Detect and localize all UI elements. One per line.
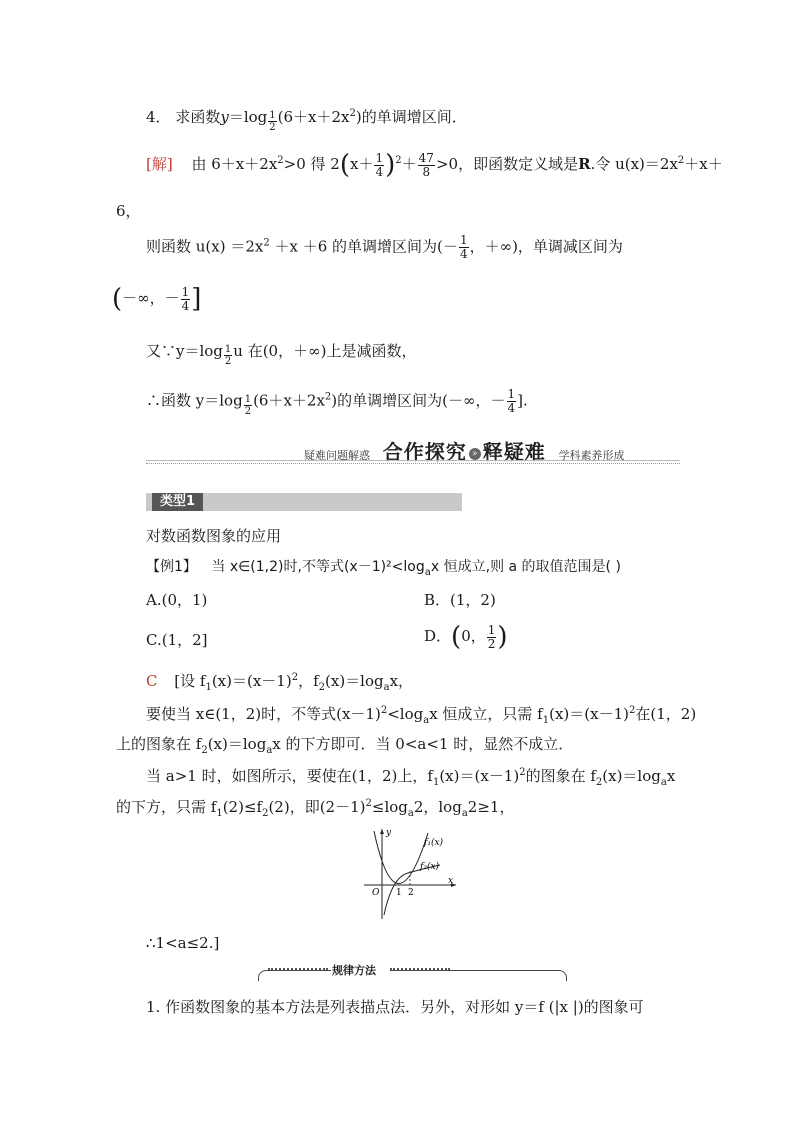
banner-arrow-icon: » [469,448,481,460]
fraction-47-8: $\frac{47}{8}$ [418,150,434,179]
problem-4: 4． 求函数y＝log $\frac{1}{2}$ $(6+x+2x^2)$的单调增区间． [146,108,467,133]
solution-tag: [解] [146,155,173,173]
label-x: x [448,876,454,886]
graph-figure [360,825,460,923]
banner-divider-dots [146,463,680,464]
method-title: 规律方法 [332,964,376,977]
banner-title-b: 释疑难 [482,440,546,464]
example-1: 【例1】 当 x∈(1,2)时,不等式$(x-1)^2<\log_ax$ 恒成立,则 a 的取值范围是( ) [146,559,621,578]
solution-line-6: ∴函数 y＝log $\frac{1}{2}$ $(6+x+2x^2)$的单调增区间为(－∞，－ $\frac{1}{4}$ ]. [146,387,528,417]
solution-line-3: 则函数 $u(x) =2x^2 +x +6$ 的单调增区间为(－ $\frac{1}{4}$ ，＋∞)，单调减区间为 [146,233,623,261]
problem-suffix: 的单调增区间． [361,108,467,126]
fraction-1-4-b: $\frac{1}{4}$ [181,284,190,313]
method-banner-dots-left [268,968,328,970]
conclusion: ∴1<a≤2.] [146,934,220,952]
option-b: B．(1，2) [424,591,496,609]
fraction-1-4: $\frac{1}{4}$ [375,150,384,179]
option-d: D．(0， $\frac{1}{2}$ ) [424,622,508,652]
example-tag: 【例1】 [146,559,197,575]
log-base-fraction: $\frac{1}{2}$ [269,110,276,133]
answer-letter: C [146,672,158,690]
solution-line-5: 又∵y＝log $\frac{1}{2}$ u 在(0，＋∞)上是减函数， [146,342,417,367]
fraction-neg-1-4: $\frac{1}{4}$ [459,233,468,261]
option-a: A.(0，1) [146,591,208,609]
option-c: C.(1，2] [146,631,208,649]
banner-title-a: 合作探究 [382,440,467,464]
var-y: y [220,108,229,126]
solution-line-1: [解] 由 $6+x+2x^2>0$ 得 2(x＋ $\frac{1}{4}$ )$^2$＋ $\frac{47}{8}$ >0，即函数定义域是R.令 $u(x)=2x^2+x+$ [146,150,723,180]
answer-line-1: C [设 $f_1(x)=(x-1)^2$，$f_2(x)=\log_ax$， [146,672,414,693]
answer-line-2: 要使当 x∈(1，2)时，不等式$(x-1)^2<\log_ax$ 恒成立，只需 $f_1(x)=(x-1)^2$在(1，2) [146,705,697,726]
answer-line-4: 当 a>1 时，如图所示，要使在(1，2)上，$f_1(x)=(x-1)^2$的图象在 $f_2(x)=\log_ax$ [146,767,676,788]
label-y: y [386,828,392,838]
type-tab: 类型1 [152,493,203,511]
method-banner-right [390,970,567,981]
banner-right: 学科素养形成 [558,449,625,462]
label-f2: f₂(x) [420,862,440,872]
label-2: 2 [408,888,414,898]
label-origin: O [372,888,380,898]
answer-line-3: 上的图象在 $f_2(x)=\log_ax$ 的下方即可．当 0<a<1 时，显然不成立． [116,735,574,756]
log-argument: (6＋x＋2x [277,108,350,126]
method-item-1: 1. 作函数图象的基本方法是列表描点法．另外，对形如 y＝f (|x |)的图象可 [146,998,644,1016]
solution-line-4: (－∞，－ $\frac{1}{4}$ ] [112,284,202,314]
problem-text: 求函数 [175,108,221,126]
label-f1: f₁(x) [424,838,444,848]
method-banner-left [258,970,331,981]
answer-line-5: 的下方，只需 $f_1(2)\le f_2(2)$，即$(2-1)^2\le\log_a2$，$\log_a2\ge 1$， [116,798,515,819]
log-text: ＝log [228,108,268,126]
y-axis-arrow [380,829,384,834]
banner-left: 疑难问题解惑 [304,449,370,462]
label-1: 1 [396,888,402,898]
solution-line-2: 6， [116,202,141,220]
type-heading: 对数函数图象的应用 [146,527,282,545]
problem-number: 4． [146,108,171,126]
banner-divider [146,460,680,461]
